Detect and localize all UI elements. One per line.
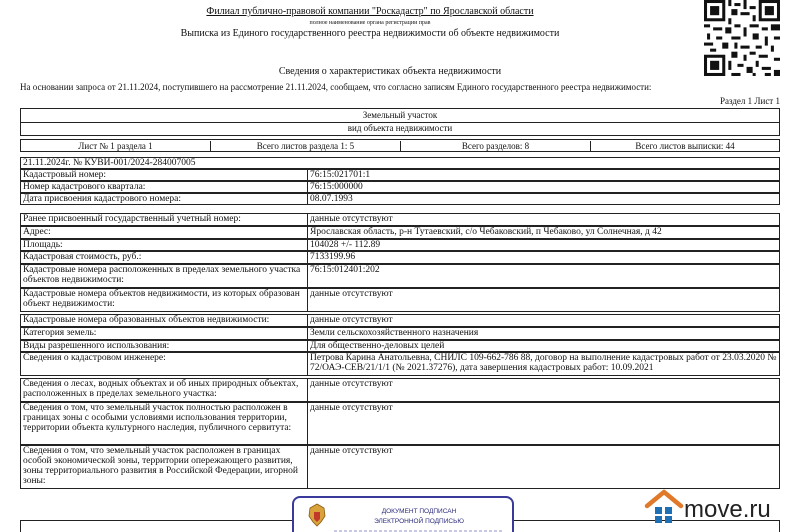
object-type-value: Земельный участок xyxy=(21,110,779,123)
sections-count: Всего разделов: 8 xyxy=(401,141,591,152)
section-sheets-count: Всего листов раздела 1: 5 xyxy=(211,141,401,152)
row-value: данные отсутствуют xyxy=(307,445,780,489)
row-label: Ранее присвоенный государственный учетный номер: xyxy=(20,213,308,226)
request-basis: На основании запроса от 21.11.2024, поступившего на рассмотрение 21.11.2024, сообщаем, что согласно записям Единого государственного реестра недвижимости: xyxy=(20,82,652,92)
cadastral-quarter-value: 76:15:000000 xyxy=(307,181,780,193)
row-value: данные отсутствуют xyxy=(307,402,780,445)
row-label: Кадастровые номера образованных объектов недвижимости: xyxy=(20,314,308,327)
cadastral-number-value: 76:15:021701:1 xyxy=(307,169,780,181)
cadastral-engineer-value: Петрова Карина Анатольевна, СНИЛС 109-662-786 88, договор на выполнение кадастровых работ от 23.03.2020 № 72/ОАЭ-СЕВ/21/1/1 (№ 2021.37276), дата завершения кадастровых работ: 10.09.2021 xyxy=(307,352,780,376)
row-label: Кадастровые номера расположенных в пределах земельного участка объектов недвижимости: xyxy=(20,264,308,288)
row-label: Виды разрешенного использования: xyxy=(20,340,308,352)
sheet-number: Лист № 1 раздела 1 xyxy=(21,141,211,152)
cadastral-number-label: Кадастровый номер: xyxy=(20,169,308,181)
cadastral-value: 7133199.96 xyxy=(307,251,780,264)
qr-code-icon xyxy=(704,0,780,76)
area-value: 104028 +/- 112.89 xyxy=(307,239,780,251)
address-value: Ярославская область, р-н Тутаевский, с/о Чебаковский, п Чебаково, ул Солнечная, д 42 xyxy=(307,226,780,239)
land-category-value: Земли сельскохозяйственного назначения xyxy=(307,327,780,340)
org-name: Филиал публично-правовой компании "Роскадастр" по Ярославской области xyxy=(206,6,534,17)
sheets-row xyxy=(20,139,780,152)
row-label: Сведения о кадастровом инженере: xyxy=(20,352,308,376)
object-type-box xyxy=(20,108,780,136)
emblem-icon xyxy=(306,502,328,532)
stamp-line-2: ЭЛЕКТРОННОЙ ПОДПИСЬЮ xyxy=(374,518,464,525)
row-label: Категория земель: xyxy=(20,327,308,340)
request-number: 21.11.2024г. № КУВИ-001/2024-284007005 xyxy=(20,157,780,169)
cadastral-quarter-label: Номер кадастрового квартала: xyxy=(20,181,308,193)
permitted-use-value: Для общественно-деловых целей xyxy=(307,340,780,352)
page-reference: Раздел 1 Лист 1 xyxy=(719,96,780,106)
row-value: данные отсутствуют xyxy=(307,314,780,327)
stamp-line-1: ДОКУМЕНТ ПОДПИСАН xyxy=(381,508,457,515)
row-label: Площадь: xyxy=(20,239,308,251)
row-value: данные отсутствуют xyxy=(307,213,780,226)
row-value: 76:15:012401:202 xyxy=(307,264,780,288)
object-type-caption: вид объекта недвижимости xyxy=(347,123,453,133)
row-label: Сведения о том, что земельный участок расположен в границах особой экономической зоны, территории опережающего развития, зоны территориального развития в Российской Федерации, игорной зоны: xyxy=(20,445,308,489)
assignment-date-value: 08.07.1993 xyxy=(307,193,780,205)
row-label: Кадастровые номера объектов недвижимости, из которых образован объект недвижимости: xyxy=(20,288,308,312)
row-value: данные отсутствуют xyxy=(307,378,780,402)
home-icon xyxy=(644,486,684,526)
signature-stamp xyxy=(292,496,514,532)
row-value: данные отсутствуют xyxy=(307,288,780,312)
doc-title: Выписка из Единого государственного реестра недвижимости об объекте недвижимости xyxy=(180,28,560,39)
section-title: Сведения о характеристиках объекта недвижимости xyxy=(278,66,502,77)
org-caption: полное наименование органа регистрации прав xyxy=(309,20,431,26)
watermark-text: move.ru xyxy=(684,496,771,523)
row-label: Сведения о лесах, водных объектах и об иных природных объектах, расположенных в пределах земельного участка: xyxy=(20,378,308,402)
row-label: Адрес: xyxy=(20,226,308,239)
assignment-date-label: Дата присвоения кадастрового номера: xyxy=(20,193,308,205)
row-label: Кадастровая стоимость, руб.: xyxy=(20,251,308,264)
row-label: Сведения о том, что земельный участок полностью расположен в границах зоны с особыми условиями использования территории, территории объекта культурного наследия, публичного сервитута: xyxy=(20,402,308,445)
total-sheets-count: Всего листов выписки: 44 xyxy=(635,141,735,151)
